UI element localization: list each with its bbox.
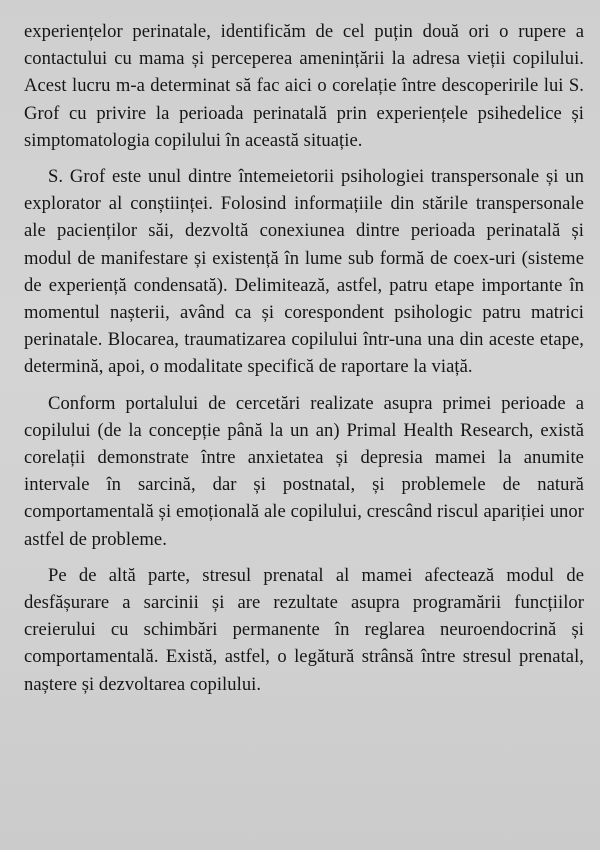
paragraph-1: experiențelor perinatale, identificăm de cel puțin două ori o rupere a contactului cu mama și perceperea amenințării la adresa vieții copilului. Acest lucru m-a determinat să fac aici o corelație între descoperirile lui S. Grof cu privire la perioada perinatală prin experiențele psihedelice și simptomatologia copilului în această situație. [24,21,584,151]
paragraph-2: S. Grof este unul dintre întemeietorii psihologiei transpersonale și un explorator al conștiinței. Folosind informațiile din stările transpersonale ale pacienților săi, dezvoltă conexiunea dintre perioada perinatală și modul de manifestare și existență în lume sub formă de coex-uri (sisteme de experiență condensată). Delimitează, astfel, patru etape importante în momentul nașterii, având ca și corespondent psihologic patru matrici perinatale. Blocarea, traumatizarea copilului într-una una din aceste etape, determină, apoi, o modalitate specifică de raportare la viață. [24,166,584,378]
paragraph-3: Conform portalului de cercetări realizate asupra primei perioade a copilului (de la concepție până la un an) Primal Health Research, există corelații demonstrate între anxietatea și depresia mamei la anumite intervale în sarcină, dar și postnatal, și problemele de natură comportamentală și emoțională ale copilului, crescând riscul apariției unor astfel de probleme. [24,392,584,550]
paragraph-4: Pe de altă parte, stresul prenatal al mamei afectează modul de desfășurare a sarcinii și are rezultate asupra programării funcțiilor creierului cu schimbări permanente în reglarea neuroendocrină și comportamentală. Există, astfel, o legătură strânsă între stresul prenatal, naștere și dezvoltarea copilului. [24,564,584,695]
